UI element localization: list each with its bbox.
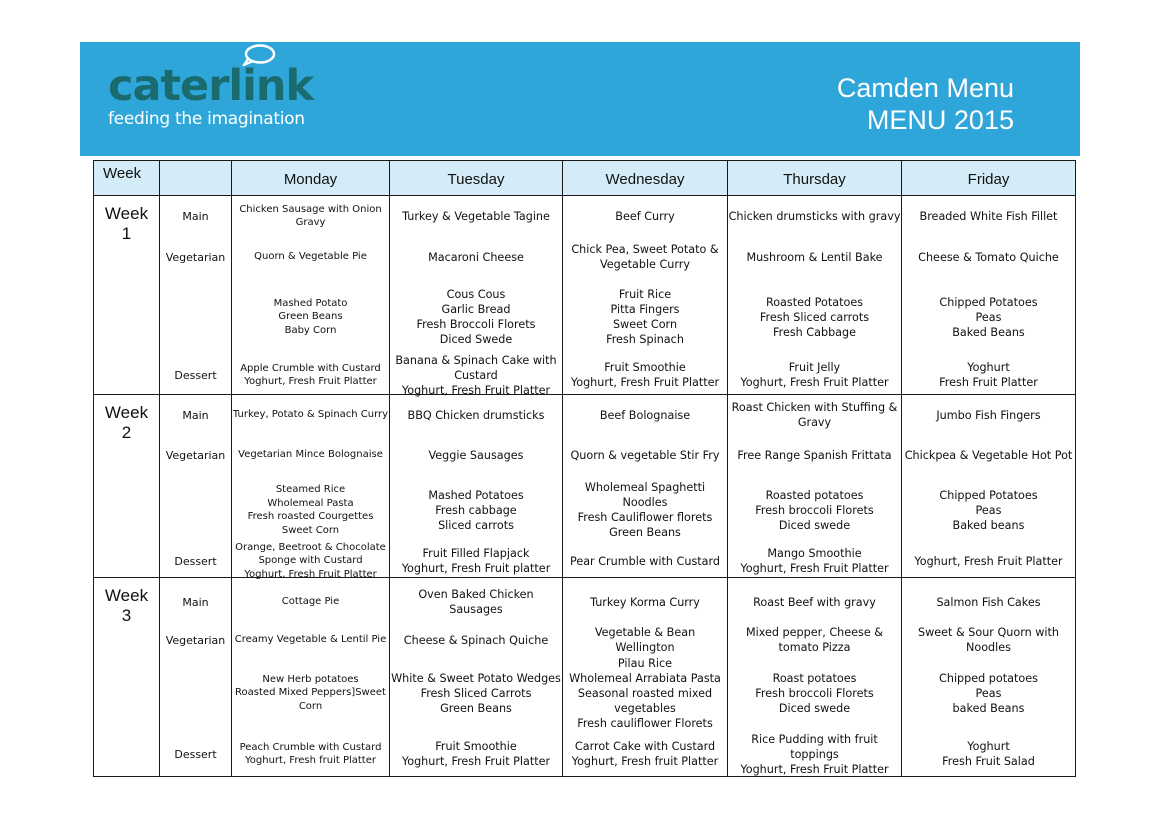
dish-text: Yoghurt, Fresh Fruit Platter [740, 562, 889, 575]
category-label-main: Main [182, 408, 209, 422]
dish-text: Chipped Potatoes [939, 488, 1038, 502]
dish-vegetarian [728, 435, 901, 475]
header-row [94, 161, 1076, 196]
dish-text: Chick Pea, Sweet Potato & [571, 243, 719, 256]
dish-text: Yoghurt, Fresh Fruit Platter [570, 376, 720, 389]
dish-text: Sponge with Custard [258, 555, 363, 567]
dish-text: Fresh cauliflower Florets [577, 716, 713, 730]
dish-text: Fresh broccoli Florets [755, 686, 874, 700]
dish-text: Sausages [449, 603, 503, 616]
dish-text: Baked Beans [952, 325, 1025, 339]
dish-vegetarian [563, 626, 727, 654]
dish-vegetarian [902, 236, 1075, 278]
dish-text: Baby Corn [284, 324, 337, 336]
dish-text: Orange, Beetroot & Chocolate [235, 541, 386, 553]
dish-main [563, 196, 727, 236]
dish-text: Fresh broccoli Florets [755, 503, 874, 517]
speech-bubble-icon [240, 44, 276, 66]
dish-vegetarian [563, 236, 727, 278]
title-line-1: Camden Menu [836, 73, 1014, 103]
dish-text: Noodles [622, 496, 668, 509]
dish-text: Fresh Fruit Salad [942, 755, 1035, 768]
dish-text: Garlic Bread [441, 303, 511, 316]
column-header-thursday: Thursday [728, 161, 902, 196]
menu-cell-tuesday [390, 196, 563, 395]
dish-text: Yoghurt, Fresh fruit Platter [571, 755, 719, 768]
dish-text: Fruit Jelly [788, 361, 841, 374]
dish-vegetarian [390, 435, 562, 475]
dish-text: Gravy [295, 217, 326, 228]
dish-text: Fresh Sliced carrots [759, 310, 870, 324]
menu-cell-thursday [728, 196, 902, 395]
dish-text: Roasted potatoes [765, 488, 864, 502]
dish-text: Chipped Potatoes [939, 295, 1038, 309]
category-label-dessert: Dessert [174, 554, 217, 568]
header-banner [80, 42, 1080, 156]
dish-text: Fruit Smoothie [604, 361, 686, 374]
category-column [160, 395, 232, 578]
column-header-tuesday: Tuesday [390, 161, 563, 196]
dish-text: Baked beans [952, 518, 1025, 532]
menu-cell-tuesday [390, 395, 563, 578]
menu-cell-wednesday [563, 395, 728, 578]
dish-text: Yoghurt, Fresh fruit Platter [245, 755, 376, 766]
dish-dessert [728, 356, 901, 394]
category-label-vegetarian: Vegetarian [165, 633, 226, 647]
dish-main [390, 578, 562, 626]
dish-dessert [390, 732, 562, 776]
dish-text: Green Beans [609, 526, 681, 539]
title-line-2: MENU 2015 [866, 105, 1014, 135]
dish-sides [390, 654, 562, 732]
dish-text: Fresh Cabbage [772, 325, 857, 339]
dish-text: Yoghurt, Fresh Fruit Platter [244, 568, 377, 580]
dish-main [902, 395, 1075, 435]
dish-vegetarian [390, 626, 562, 654]
dish-sides [390, 475, 562, 545]
category-label-vegetarian: Vegetarian [165, 448, 226, 462]
dish-text: Chipped potatoes [939, 671, 1038, 685]
week-label [94, 578, 160, 777]
dish-text: toppings [790, 747, 839, 761]
dish-text: Cheese & Tomato Quiche [918, 250, 1059, 264]
dish-text: Chicken Sausage with Onion [239, 203, 382, 215]
dish-text: Custard [454, 368, 498, 382]
menu-cell-tuesday [390, 578, 563, 777]
dish-text: Beef Bolognaise [599, 408, 691, 422]
dish-sides [232, 278, 389, 356]
dish-text: Yoghurt, Fresh Fruit Platter [401, 383, 551, 397]
menu-body [94, 196, 1076, 777]
dish-sides [902, 475, 1075, 545]
week-label [94, 395, 160, 578]
dish-text: Yoghurt, Fresh Fruit Platter [244, 376, 377, 387]
dish-text: Fruit Filled Flapjack [422, 547, 530, 560]
dish-sides [902, 654, 1075, 732]
dish-vegetarian [902, 626, 1075, 654]
dish-vegetarian [902, 435, 1075, 475]
category-label-vegetarian: Vegetarian [165, 250, 226, 264]
dish-vegetarian [563, 435, 727, 475]
dish-text: Mushroom & Lentil Bake [746, 250, 883, 264]
dish-text: Chickpea & Vegetable Hot Pot [904, 448, 1073, 462]
dish-text: tomato Pizza [778, 641, 851, 654]
dish-text: Turkey, Potato & Spinach Curry [232, 409, 389, 421]
dish-text: Cottage Pie [281, 596, 340, 608]
dish-text: Peas [975, 310, 1002, 324]
dish-text: Fresh cabbage [435, 503, 517, 517]
menu-cell-thursday [728, 578, 902, 777]
dish-text: Yoghurt, Fresh Fruit Platter [914, 554, 1063, 568]
dish-text: Chicken drumsticks with gravy [728, 209, 901, 223]
dish-text: Fresh Sliced Carrots [420, 686, 532, 700]
column-header-week: Week [94, 161, 160, 196]
dish-text: Wholemeal Arrabiata Pasta [569, 671, 721, 685]
category-label-dessert: Dessert [174, 368, 217, 382]
dish-sides [232, 654, 389, 732]
dish-text: Fresh roasted Courgettes [247, 511, 374, 522]
dish-text: Vegetarian Mince Bolognaise [238, 449, 383, 461]
dish-main [728, 578, 901, 626]
dish-text: Sweet & Sour Quorn with [918, 626, 1059, 639]
category-label-sides [160, 654, 231, 732]
dish-main [390, 196, 562, 236]
dish-text: Diced swede [778, 701, 851, 715]
dish-text: Diced Swede [439, 333, 513, 346]
menu-cell-monday [232, 196, 390, 395]
dish-text: Turkey & Vegetable Tagine [402, 209, 550, 223]
dish-vegetarian [728, 626, 901, 654]
category-label-sides [160, 278, 231, 356]
week-row [94, 578, 1076, 777]
dish-main [390, 395, 562, 435]
dish-dessert [902, 356, 1075, 394]
dish-dessert [563, 732, 727, 776]
dish-text: Mixed pepper, Cheese & [745, 626, 884, 639]
dish-text: Gravy [797, 416, 832, 429]
category-label-sides [160, 475, 231, 545]
dish-text: Peas [975, 686, 1002, 700]
dish-text: Mango Smoothie [767, 547, 862, 560]
dish-text: Wholemeal Pasta [267, 497, 354, 509]
dish-text: BBQ Chicken drumsticks [407, 408, 545, 422]
category-column [160, 578, 232, 777]
dish-text: Sweet Corn [612, 318, 678, 331]
logo-wordmark: caterlink [108, 64, 313, 108]
week-row [94, 395, 1076, 578]
dish-text: Macaroni Cheese [428, 250, 524, 264]
dish-text: Fresh Broccoli Florets [416, 318, 536, 331]
dish-main [728, 196, 901, 236]
dish-dessert [390, 353, 562, 397]
dish-text: Free Range Spanish Frittata [737, 448, 892, 462]
dish-main [902, 578, 1075, 626]
dish-dessert [232, 541, 389, 580]
dish-text: baked Beans [952, 701, 1025, 715]
dish-vegetarian [232, 435, 389, 475]
week-label [94, 196, 160, 395]
dish-text: Yoghurt, Fresh Fruit Platter [740, 762, 889, 776]
dish-text: Roasted Potatoes [765, 295, 864, 309]
dish-text: Green Beans [440, 701, 512, 715]
column-header-friday: Friday [902, 161, 1076, 196]
dish-text: White & Sweet Potato Wedges [391, 671, 561, 685]
dish-sides [728, 278, 901, 356]
dish-main [232, 578, 389, 626]
dish-dessert [563, 356, 727, 394]
week-label-line: 1 [121, 224, 132, 243]
dish-text: Rice Pudding with fruit [751, 732, 878, 746]
dish-text: Turkey Korma Curry [590, 595, 700, 609]
dish-text: Veggie Sausages [428, 448, 524, 462]
dish-text: Yoghurt, Fresh Fruit platter [401, 562, 551, 575]
dish-dessert [232, 732, 389, 776]
dish-text: Vegetable Curry [599, 258, 691, 271]
dish-text: Cous Cous [446, 288, 506, 301]
dish-dessert [232, 356, 389, 394]
dish-text: Sweet Corn [281, 524, 340, 536]
column-header-category [160, 161, 232, 196]
dish-text: Vegetable & Bean [594, 626, 696, 639]
column-header-monday: Monday [232, 161, 390, 196]
menu-table [93, 160, 1076, 777]
menu-cell-monday [232, 395, 390, 578]
dish-text: Wellington [615, 641, 675, 654]
dish-text: Seasonal roasted mixed [577, 686, 713, 700]
dish-main [563, 578, 727, 626]
dish-dessert [728, 732, 901, 776]
week-label-line: Week [104, 586, 149, 605]
dish-text: Yoghurt [967, 361, 1010, 374]
dish-sides [563, 278, 727, 356]
dish-text: Fresh Spinach [606, 333, 684, 346]
dish-text: Roasted Mixed Peppers]Sweet [235, 687, 386, 699]
dish-text: Breaded White Fish Fillet [919, 209, 1058, 223]
dish-text: Steamed Rice [275, 484, 346, 495]
dish-dessert [563, 545, 727, 577]
dish-text: Wholemeal Spaghetti [584, 481, 706, 494]
dish-text: Pitta Fingers [610, 303, 680, 316]
week-label-line: Week [104, 204, 149, 223]
dish-text: Cheese & Spinach Quiche [403, 633, 549, 647]
dish-text: Fruit Smoothie [435, 740, 517, 753]
dish-vegetarian [390, 236, 562, 278]
dish-dessert [902, 732, 1075, 776]
dish-text: Peach Crumble with Custard [239, 741, 382, 753]
dish-text: Pear Crumble with Custard [569, 554, 721, 568]
menu-cell-wednesday [563, 196, 728, 395]
menu-cell-friday [902, 578, 1076, 777]
dish-sides [232, 475, 389, 545]
dish-text: Diced swede [778, 518, 851, 532]
logo-tagline: feeding the imagination [108, 109, 305, 129]
week-row [94, 196, 1076, 395]
dish-sides [563, 654, 727, 732]
dish-main [232, 395, 389, 435]
dish-text: Oven Baked Chicken [418, 588, 534, 601]
dish-text: Noodles [966, 641, 1011, 654]
dish-dessert [728, 545, 901, 577]
dish-text: Fruit Rice [618, 288, 672, 301]
dish-sides [728, 475, 901, 545]
dish-sides [390, 278, 562, 356]
dish-sides [563, 475, 727, 545]
dish-text: Beef Curry [615, 209, 675, 223]
dish-text: Carrot Cake with Custard [574, 740, 716, 753]
dish-text: Quorn & Vegetable Pie [254, 251, 367, 263]
dish-main [563, 395, 727, 435]
column-header-wednesday: Wednesday [563, 161, 728, 196]
dish-text: Pilau Rice [617, 656, 673, 670]
dish-text: Salmon Fish Cakes [936, 595, 1041, 609]
dish-vegetarian [728, 236, 901, 278]
dish-text: Yoghurt, Fresh Fruit Platter [401, 755, 551, 768]
dish-text: New Herb potatoes [262, 673, 359, 685]
menu-cell-thursday [728, 395, 902, 578]
menu-cell-monday [232, 578, 390, 777]
dish-dessert [390, 545, 562, 577]
dish-text: Jumbo Fish Fingers [936, 408, 1041, 422]
dish-text: Peas [975, 503, 1002, 517]
dish-text: Fresh Cauliflower florets [577, 511, 713, 524]
dish-sides [728, 654, 901, 732]
category-label-main: Main [182, 209, 209, 223]
dish-text: Green Beans [278, 311, 343, 323]
week-label-line: 3 [121, 606, 132, 625]
menu-cell-wednesday [563, 578, 728, 777]
dish-sides [902, 278, 1075, 356]
dish-text: Yoghurt, Fresh Fruit Platter [740, 376, 889, 389]
dish-text: Quorn & vegetable Stir Fry [570, 448, 720, 462]
dish-text: Fresh Fruit Platter [939, 376, 1038, 389]
caterlink-logo [108, 61, 314, 129]
dish-main [902, 196, 1075, 236]
dish-text: Roast Chicken with Stuffing & [731, 401, 898, 414]
dish-text: Mashed Potatoes [428, 488, 524, 502]
dish-text: Mashed Potato [273, 297, 348, 309]
week-label-line: Week [104, 403, 149, 422]
dish-text: vegetables [614, 701, 676, 715]
dish-main [728, 395, 901, 435]
menu-cell-friday [902, 395, 1076, 578]
dish-main [232, 196, 389, 236]
dish-text: Roast potatoes [772, 671, 857, 685]
dish-vegetarian [232, 626, 389, 654]
dish-text: Banana & Spinach Cake with [395, 353, 557, 367]
dish-text: Apple Crumble with Custard [240, 362, 381, 374]
category-label-dessert: Dessert [174, 747, 217, 761]
dish-text: Yoghurt [967, 740, 1010, 753]
dish-text: Sliced carrots [438, 518, 514, 532]
category-label-main: Main [182, 595, 209, 609]
week-label-line: 2 [121, 423, 132, 442]
dish-text: Corn [298, 700, 323, 712]
category-column [160, 196, 232, 395]
page-title [837, 72, 1014, 136]
dish-dessert [902, 545, 1075, 577]
dish-text: Roast Beef with gravy [753, 595, 876, 609]
dish-text: Creamy Vegetable & Lentil Pie [234, 634, 387, 646]
menu-cell-friday [902, 196, 1076, 395]
dish-vegetarian [232, 236, 389, 278]
